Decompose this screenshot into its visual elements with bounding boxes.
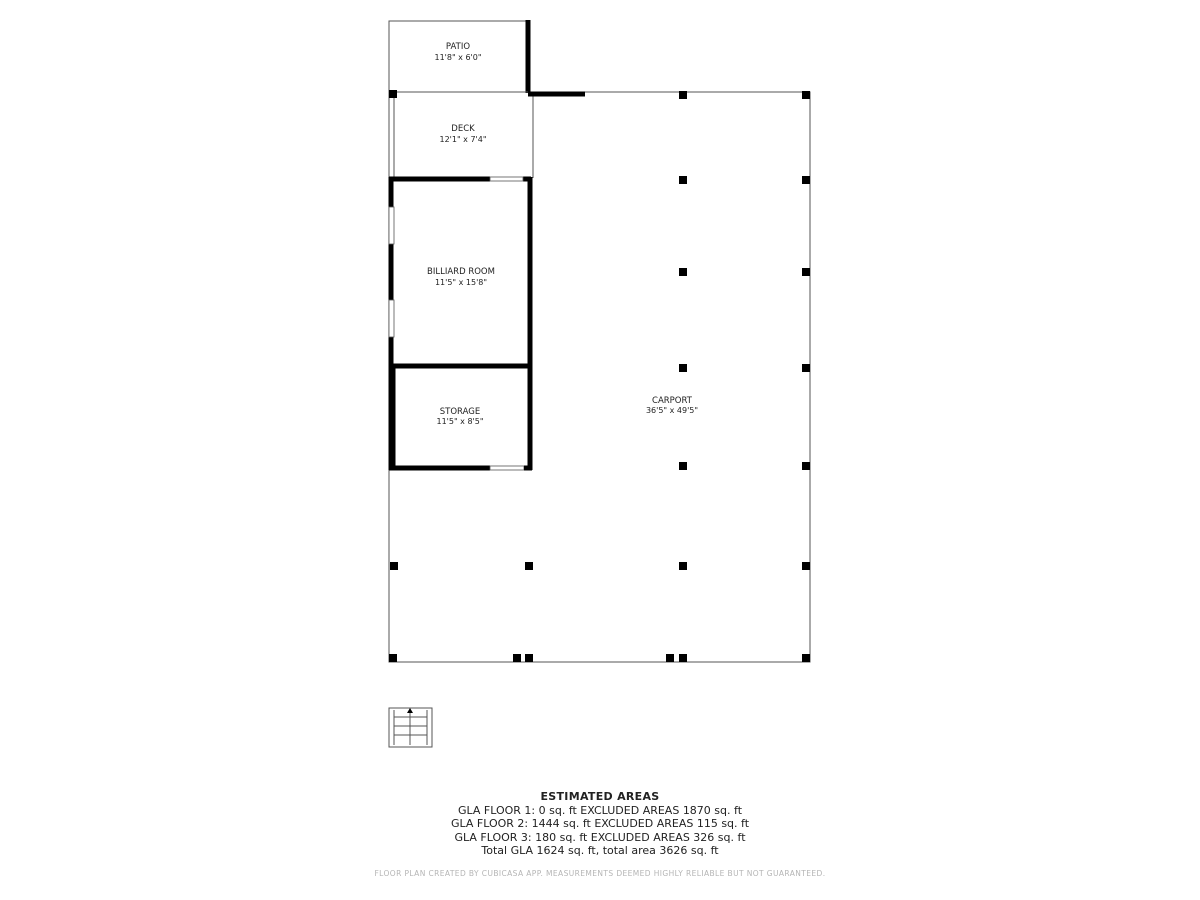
disclaimer: FLOOR PLAN CREATED BY CUBICASA APP. MEASUREMENTS DEEMED HIGHLY RELIABLE BUT NOT GUARANTEED.: [374, 869, 826, 878]
patio: [389, 20, 528, 93]
area-line-floor-2: GLA FLOOR 2: 1444 sq. ft EXCLUDED AREAS 115 sq. ft: [450, 817, 750, 830]
post: [802, 462, 810, 470]
post: [679, 654, 687, 662]
deck-dimensions: 12'1" x 7'4": [439, 135, 487, 144]
post: [802, 364, 810, 372]
post: [390, 562, 398, 570]
post: [802, 91, 810, 99]
post: [389, 654, 397, 662]
post: [679, 91, 687, 99]
deck-name: DECK: [451, 124, 475, 134]
estimated-areas-title: ESTIMATED AREAS: [540, 790, 660, 803]
door-icon: [490, 466, 524, 470]
window-icon: [389, 207, 394, 244]
post: [802, 268, 810, 276]
area-line-floor-3: GLA FLOOR 3: 180 sq. ft EXCLUDED AREAS 326 sq. ft: [454, 830, 746, 844]
storage-dimensions: 11'5" x 8'5": [436, 417, 484, 426]
stairs-icon: [389, 708, 432, 747]
billiard-room-dimensions: 11'5" x 15'8": [434, 278, 488, 287]
carport-name: CARPORT: [652, 396, 692, 406]
post: [525, 654, 533, 662]
storage: [389, 364, 532, 470]
deck: [389, 92, 533, 178]
post: [802, 176, 810, 184]
estimated-areas: [300, 790, 900, 858]
post: [679, 364, 687, 372]
post: [525, 562, 533, 570]
post: [802, 562, 810, 570]
door-icon: [490, 177, 523, 181]
post: [802, 654, 810, 662]
stairs-arrow: [407, 708, 413, 713]
carport-posts: [389, 90, 810, 662]
post: [679, 562, 687, 570]
post: [679, 176, 687, 184]
area-line-total: Total GLA 1624 sq. ft, total area 3626 sq. ft: [481, 844, 719, 857]
post: [389, 90, 397, 98]
billiard-room-name: BILLIARD ROOM: [427, 267, 495, 277]
area-line-floor-1: GLA FLOOR 1: 0 sq. ft EXCLUDED AREAS 1870 sq. ft: [457, 803, 743, 817]
patio-name: PATIO: [445, 42, 471, 52]
post: [666, 654, 674, 662]
billiard-room: [389, 177, 531, 470]
patio-dimensions: 11'8" x 6'0": [434, 53, 482, 62]
post: [513, 654, 521, 662]
post: [679, 462, 687, 470]
storage-name: STORAGE: [439, 407, 481, 417]
carport-dimensions: 36'5" x 49'5": [645, 406, 699, 415]
window-icon: [389, 300, 394, 337]
post: [679, 268, 687, 276]
